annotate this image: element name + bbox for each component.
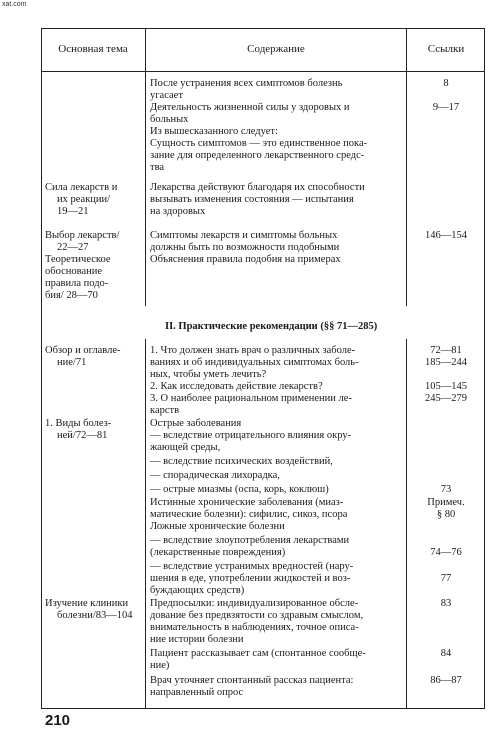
ref-value: 8	[443, 78, 449, 89]
content-line: шения в еде, употреблении жидкостей и воз-	[150, 573, 351, 584]
content-line: Из вышесказанного следует:	[150, 126, 278, 137]
ref-value: 84	[440, 648, 452, 659]
content-line: — острые миазмы (оспа, корь, коклюш)	[150, 484, 329, 495]
content-line: Предпосылки: индивидуализированное обсле-	[150, 598, 359, 609]
ref-value: § 80	[436, 509, 456, 520]
topic-line: Обзор и оглавле-	[45, 345, 121, 356]
content-line: Объяснения правила подобия на примерах	[150, 254, 341, 265]
header-refs: Ссылки	[427, 43, 465, 55]
content-line: Сущность симптомов — это единственное пока-	[150, 138, 368, 149]
topic-line: бия/ 28—70	[45, 290, 98, 301]
content-line: — вследствие злоупотребления лекарствами	[150, 535, 350, 546]
content-line: на здоровых	[150, 206, 206, 217]
content-line: тва	[150, 162, 165, 173]
topic-line: болезни/83—104	[57, 610, 133, 621]
content-line: Лекарства действуют благодаря их способности	[150, 182, 365, 193]
ref-value: 105—145	[425, 381, 467, 392]
content-line: После устранения всех симптомов болезнь	[150, 78, 343, 89]
column-divider-left-lower	[145, 339, 146, 709]
content-line: 2. Как исследовать действие лекарств?	[150, 381, 323, 392]
content-line: Ложные хронические болезни	[150, 521, 285, 532]
content-line: 3. О наиболее рациональном применении ле-	[150, 393, 352, 404]
header-divider	[41, 71, 485, 72]
content-line: карств	[150, 405, 180, 416]
content-line: — вследствие отрицательного влияния окру-	[150, 430, 352, 441]
ref-value: 77	[440, 573, 452, 584]
topic-line: Изучение клиники	[45, 598, 129, 609]
topic-line: Теоретическое	[45, 254, 111, 265]
watermark: xat.com	[2, 1, 27, 8]
page-number: 210	[45, 712, 71, 729]
topic-line: обоснование	[45, 266, 103, 277]
content-line: направленный опрос	[150, 687, 244, 698]
column-divider-left-upper	[145, 28, 146, 306]
header-content: Содержание	[247, 43, 305, 55]
topic-line: Сила лекарств и	[45, 182, 118, 193]
topic-line: ней/72—81	[57, 430, 108, 441]
content-line: должны быть по возможности подобными	[150, 242, 340, 253]
ref-value: Примеч.	[427, 497, 465, 508]
content-line: Деятельность жизненной силы у здоровых и	[150, 102, 350, 113]
section-title: II. Практические рекомендации (§§ 71—285)	[165, 321, 378, 332]
content-line: — спорадическая лихорадка,	[150, 470, 280, 481]
content-line: ние истории болезни	[150, 634, 244, 645]
content-line: больных	[150, 114, 189, 125]
column-divider-right-upper	[406, 28, 407, 306]
ref-value: 245—279	[425, 393, 467, 404]
content-line: ние)	[150, 660, 170, 671]
content-line: Острые заболевания	[150, 418, 242, 429]
topic-line: 1. Виды болез-	[45, 418, 112, 429]
content-line: вызывать изменения состояния — испытания	[150, 194, 354, 205]
header-topic: Основная тема	[58, 43, 128, 55]
topic-line: ние/71	[57, 357, 87, 368]
content-line: ных, чтобы уметь лечить?	[150, 369, 267, 380]
ref-value: 83	[440, 598, 452, 609]
topic-line: их реакции/	[57, 194, 111, 205]
content-line: жающей среды,	[150, 442, 221, 453]
ref-value: 9—17	[432, 102, 460, 113]
content-line: внимательность в наблюдениях, точное описа-	[150, 622, 359, 633]
content-line: (лекарственные повреждения)	[150, 547, 286, 558]
ref-value: 185—244	[425, 357, 467, 368]
topic-line: Выбор лекарств/	[45, 230, 120, 241]
content-line: угасает	[150, 90, 183, 101]
content-line: буждающих средств)	[150, 585, 245, 596]
ref-value: 72—81	[430, 345, 462, 356]
content-line: Пациент рассказывает сам (спонтанное сообще-	[150, 648, 366, 659]
ref-value: 86—87	[430, 675, 462, 686]
content-line: Симптомы лекарств и симптомы больных	[150, 230, 338, 241]
topic-line: 22—27	[57, 242, 89, 253]
content-line: — вследствие устранимых вредностей (нару-	[150, 561, 354, 572]
topic-line: 19—21	[57, 206, 89, 217]
content-line: 1. Что должен знать врач о различных заболе-	[150, 345, 356, 356]
content-line: дование без предвзятости со здравым смыслом,	[150, 610, 364, 621]
content-line: Врач уточняет спонтанный рассказ пациента:	[150, 675, 354, 686]
topic-line: правила подо-	[45, 278, 109, 289]
content-line: ваниях и об индивидуальных симптомах боль-	[150, 357, 359, 368]
ref-value: 74—76	[430, 547, 462, 558]
ref-value: 73	[440, 484, 452, 495]
ref-value: 146—154	[425, 230, 467, 241]
content-line: матические болезни): сифилис, сикоз, псора	[150, 509, 348, 520]
content-line: зание для определенного лекарственного средс-	[150, 150, 365, 161]
content-line: Истинные хронические заболевания (миаз-	[150, 497, 344, 508]
content-line: — вследствие психических воздействий,	[150, 456, 333, 467]
